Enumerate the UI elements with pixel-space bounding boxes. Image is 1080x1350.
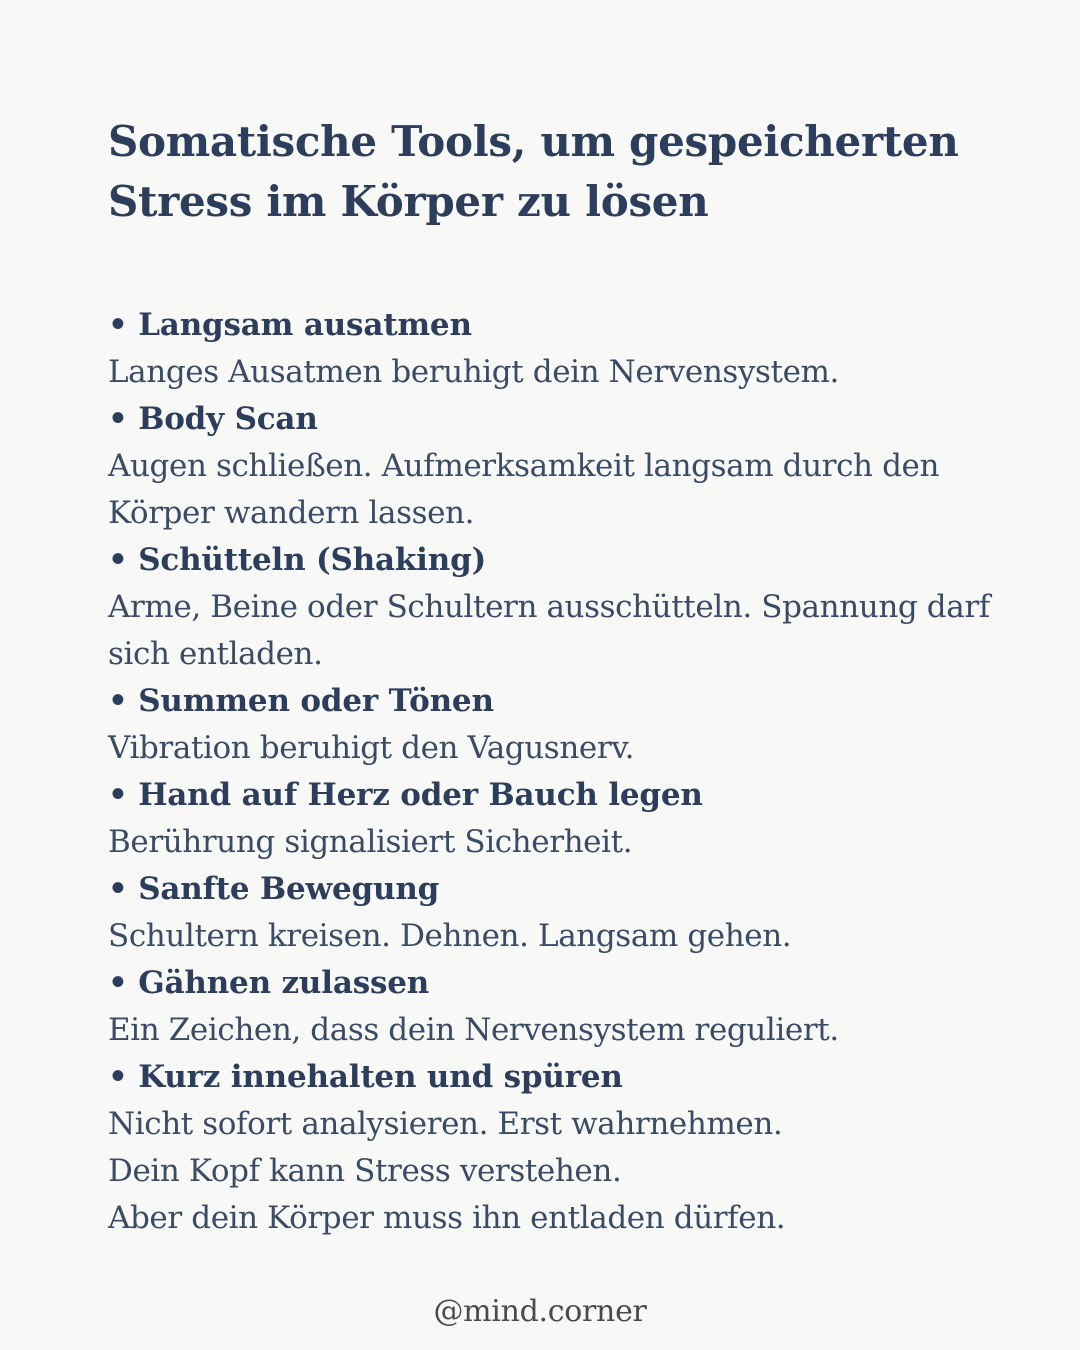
list-item [108,772,1038,866]
tool-heading: • Gähnen zulassen [108,965,430,1001]
tool-heading: • Body Scan [108,401,318,437]
list-item [108,960,1038,1054]
list-item [108,537,1038,678]
closing-line-1: Dein Kopf kann Stress verstehen. [108,1153,622,1189]
tool-heading: • Sanfte Bewegung [108,871,440,907]
account-handle: @mind.corner [433,1294,647,1329]
tool-description: Schultern kreisen. Dehnen. Langsam gehen. [108,918,792,954]
tool-heading: • Summen oder Tönen [108,683,494,719]
tool-description: Langes Ausatmen beruhigt dein Nervensystem. [108,354,839,390]
tool-description: Vibration beruhigt den Vagusnerv. [108,730,635,766]
tool-list [108,302,1038,1148]
list-item [108,678,1038,772]
list-item [108,396,1038,537]
tool-description: Berührung signalisiert Sicherheit. [108,824,633,860]
list-item [108,866,1038,960]
tool-description: Augen schließen. Aufmerksamkeit langsam durch den Körper wandern lassen. [108,448,940,531]
tool-heading: • Hand auf Herz oder Bauch legen [108,777,703,813]
tool-description: Arme, Beine oder Schultern ausschütteln. Spannung darf sich entladen. [108,589,990,672]
tool-heading: • Schütteln (Shaking) [108,542,487,578]
tool-description: Nicht sofort analysieren. Erst wahrnehmen. [108,1106,783,1142]
list-item [108,302,1038,396]
page-title [108,112,1038,232]
tool-heading: • Kurz innehalten und spüren [108,1059,623,1095]
content-area [108,112,1038,1242]
title-line-2: Stress im Körper zu lösen [108,177,709,226]
title-line-1: Somatische Tools, um gespeicherten [108,117,959,166]
tool-heading: • Langsam ausatmen [108,307,472,343]
tool-description: Ein Zeichen, dass dein Nervensystem reguliert. [108,1012,839,1048]
closing-line-2: Aber dein Körper muss ihn entladen dürfen. [108,1200,786,1236]
closing-text [108,1148,1038,1242]
list-item [108,1054,1038,1148]
